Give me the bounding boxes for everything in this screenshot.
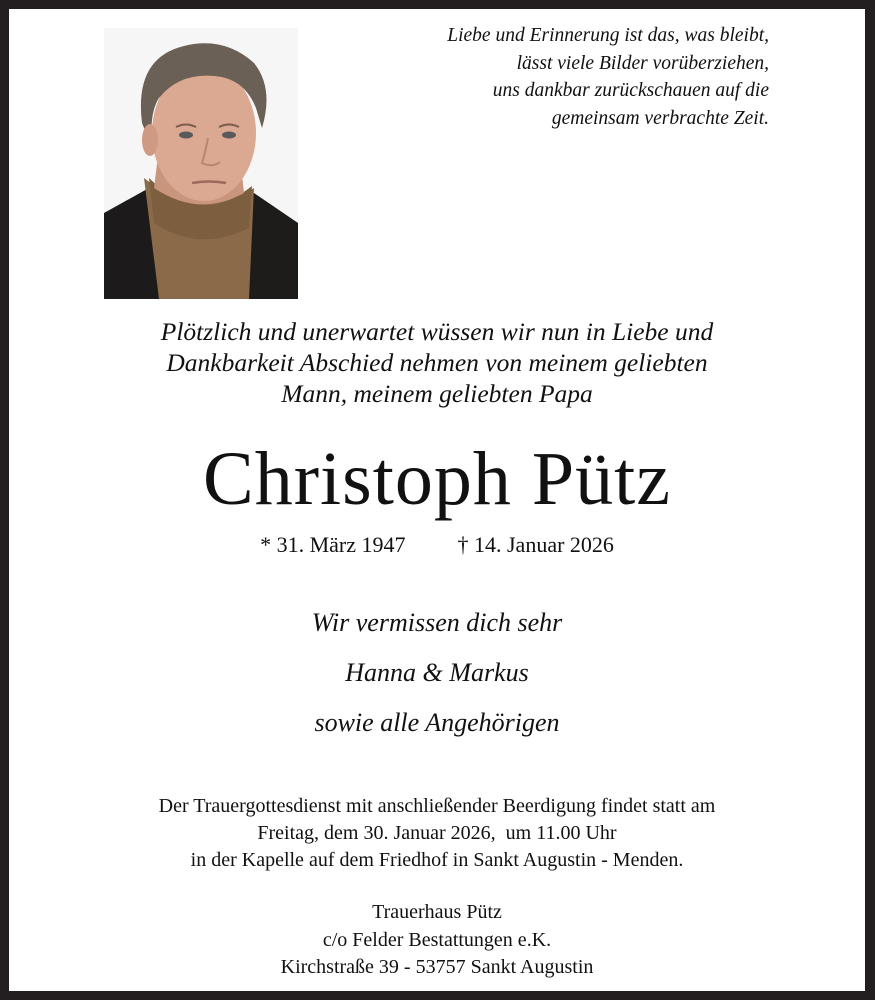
birth-date: * 31. März 1947 [260,532,406,557]
service-line: Freitag, dem 30. Januar 2026, um 11.00 Uhr [257,822,617,844]
poem-line: lässt viele Bilder vorüberziehen, [516,52,769,74]
poem-line: gemeinsam verbrachte Zeit. [551,107,769,129]
portrait-photo [104,28,298,299]
life-dates [9,530,865,560]
address-line: Trauerhaus Pütz [372,901,502,923]
announcement-intro [9,316,865,409]
poem-line: Liebe und Erinnerung ist das, was bleibt, [447,25,769,46]
address-line: c/o Felder Bestattungen e.K. [322,928,552,951]
intro-line: Mann, meinem geliebten Papa [281,379,593,408]
mourners [9,605,865,755]
poem-line: uns dankbar zurückschauen auf die [492,80,769,101]
memorial-poem [349,22,769,132]
death-date: † 14. Januar 2026 [457,532,614,557]
portrait-image [104,28,298,299]
contact-address [9,899,865,982]
service-line: Der Trauergottesdienst mit anschließender Beerdigung findet statt am [158,795,716,817]
obituary-card [9,9,865,991]
funeral-service-info [9,793,865,874]
mourners-line: sowie alle Angehörigen [314,708,560,737]
intro-line: Plötzlich und unerwartet wüssen wir nun in Liebe und [160,317,714,346]
mourners-line: Wir vermissen dich sehr [311,608,563,637]
deceased-name: Christoph Pütz [203,437,671,521]
address-line: Kirchstraße 39 - 53757 Sankt Augustin [280,956,594,978]
service-line: in der Kapelle auf dem Friedhof in Sankt Augustin - Menden. [190,849,684,871]
intro-line: Dankbarkeit Abschied nehmen von meinem geliebten [166,348,708,377]
mourners-line: Hanna & Markus [345,658,529,687]
